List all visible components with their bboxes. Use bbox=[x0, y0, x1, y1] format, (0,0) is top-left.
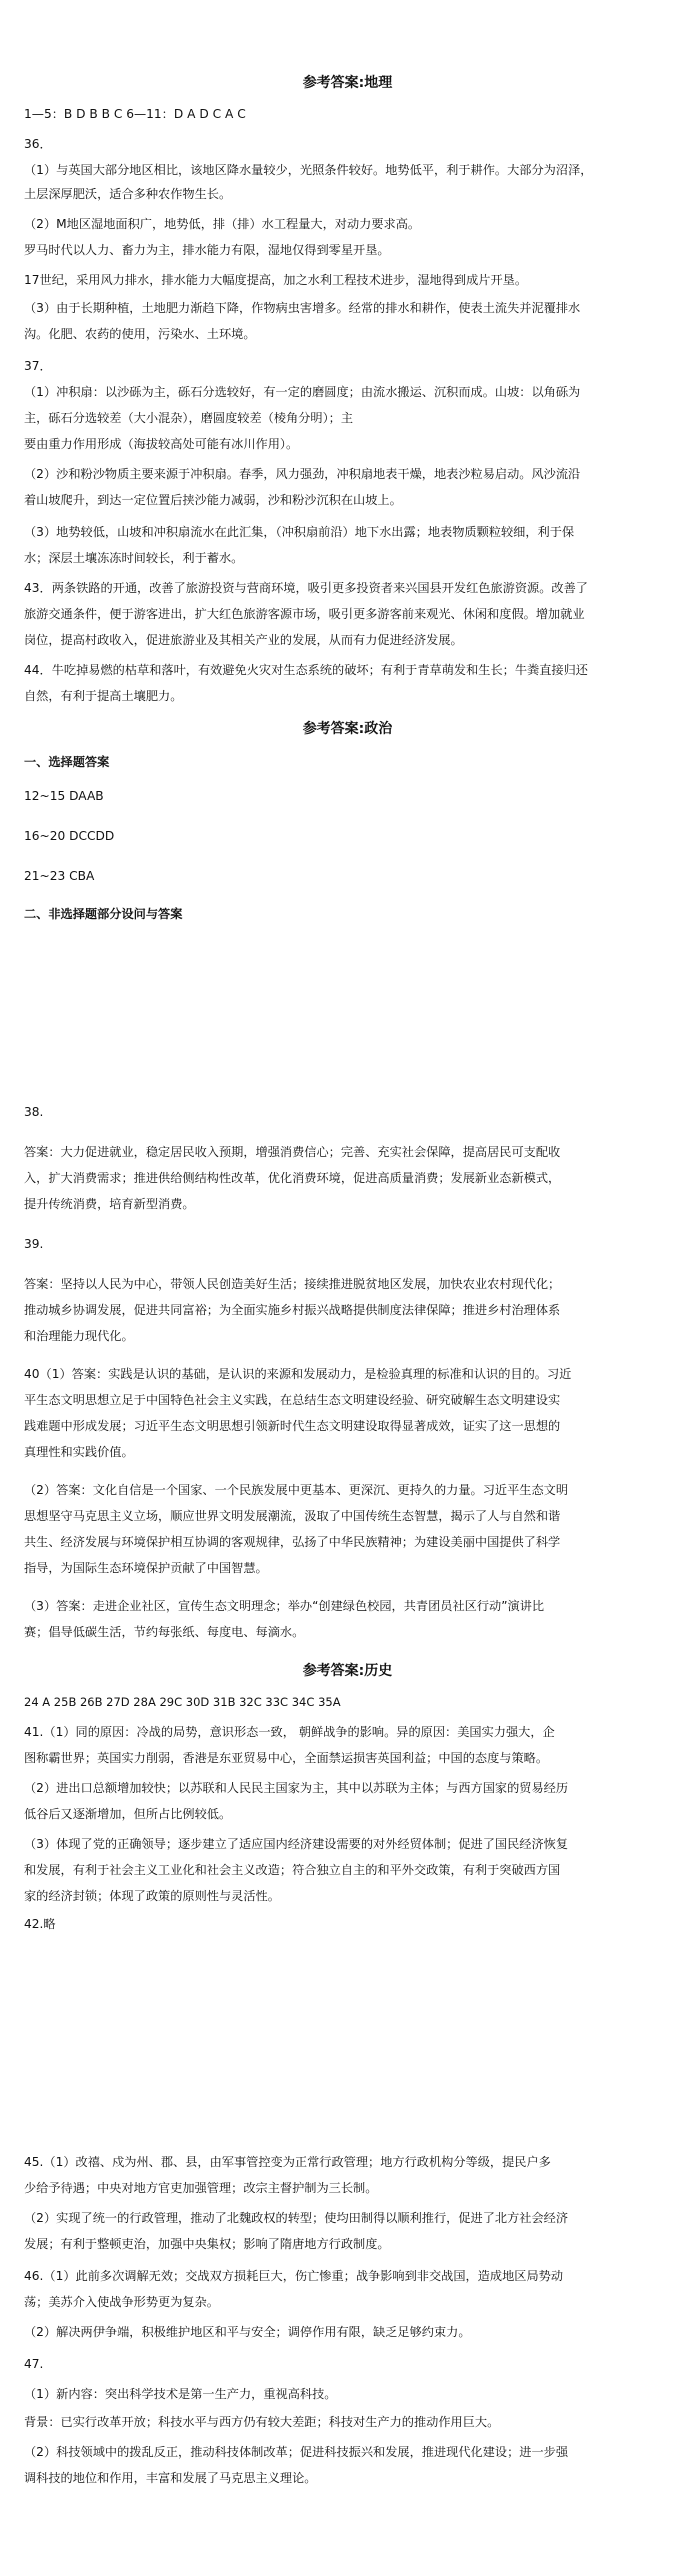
his-q41-3c: 家的经济封锁；体现了政策的原则性与灵活性。 bbox=[24, 1889, 280, 1903]
geo-q36-1a: （1）与英国大部分地区相比，该地区降水量较少，光照条件较好。地势低平，利于耕作。大部分为沼泽， bbox=[24, 163, 593, 177]
pol-mc-2: 16~20 DCCDD bbox=[24, 829, 115, 843]
his-q46-1b: 荡；美苏介入使战争形势更为复杂。 bbox=[24, 2295, 219, 2309]
geo-q37-2a: （2）沙和粉沙物质主要来源于冲积扇。春季，风力强劲，冲积扇地表干燥，地表沙粒易启动。风沙流沿 bbox=[24, 467, 581, 481]
pol-q39c: 和治理能力现代化。 bbox=[24, 1329, 134, 1343]
pol-q39-number: 39. bbox=[24, 1237, 44, 1251]
pol-q40-1d: 真理性和实践价值。 bbox=[24, 1445, 134, 1459]
pol-section-nonchoice: 二、非选择题部分设问与答案 bbox=[24, 907, 183, 921]
pol-q40-3b: 赛；倡导低碳生活，节约每张纸、每度电、每滴水。 bbox=[24, 1625, 305, 1639]
geo-q37-2b: 着山坡爬升，到达一定位置后挟沙能力减弱，沙和粉沙沉积在山坡上。 bbox=[24, 493, 402, 507]
geo-q36-2a: （2）M地区湿地面积广，地势低，排（排）水工程量大，对动力要求高。 bbox=[24, 217, 421, 231]
his-q47-2b: 调科技的地位和作用，丰富和发展了马克思主义理论。 bbox=[24, 2471, 317, 2485]
pol-q40-1a: 40（1）答案：实践是认识的基础，是认识的来源和发展动力，是检验真理的标准和认识的目的。习近 bbox=[24, 1367, 572, 1381]
his-q41-2b: 低谷后又逐渐增加，但所占比例较低。 bbox=[24, 1807, 232, 1821]
pol-q39a: 答案：坚持以人民为中心，带领人民创造美好生活；接续推进脱贫地区发展，加快农业农村现代化； bbox=[24, 1277, 561, 1291]
geo-q37-3b: 水；深层土壤冻冻时间较长，利于蓄水。 bbox=[24, 551, 244, 565]
pol-mc-3: 21~23 CBA bbox=[24, 869, 95, 883]
his-q45-1a: 45.（1）改禧、戍为州、郡、县，由军事管控变为正常行政管理；地方行政机构分等级，提民户多 bbox=[24, 2155, 551, 2169]
pol-q38-number: 38. bbox=[24, 1105, 44, 1119]
geo-q43b: 旅游交通条件，便于游客进出，扩大红色旅游客源市场，吸引更多游客前来观光、休闲和度假。增加就业 bbox=[24, 607, 585, 621]
pol-q40-1c: 践难题中形成发展；习近平生态文明思想引领新时代生态文明建设取得显著成效，证实了这一思想的 bbox=[24, 1419, 561, 1433]
geo-q43c: 岗位，提高村政收入，促进旅游业及其相关产业的发展，从而有力促进经济发展。 bbox=[24, 633, 463, 647]
his-q47-1b: 背景：已实行改革开放；科技水平与西方仍有较大差距；科技对生产力的推动作用巨大。 bbox=[24, 2415, 500, 2429]
geo-q36-3b: 沟。化肥、农药的使用，污染水、土环境。 bbox=[24, 327, 256, 341]
geo-q37-1c: 要由重力作用形成（海拔较高处可能有冰川作用）。 bbox=[24, 437, 299, 451]
his-title: 参考答案:历史 bbox=[302, 1663, 393, 1679]
geo-q44a: 44．牛吃掉易燃的枯草和落叶，有效避免火灾对生态系统的破坏；有利于青草萌发和生长；牛粪直接归还 bbox=[24, 663, 588, 677]
pol-q38b: 入，扩大消费需求；推进供给侧结构性改革，优化消费环境，促进高质量消费；发展新业态新模式， bbox=[24, 1171, 561, 1185]
geo-q36-number: 36． bbox=[24, 137, 52, 151]
his-q45-2a: （2）实现了统一的行政管理，推动了北魏政权的转型；使均田制得以顺利推行，促进了北方社会经济 bbox=[24, 2211, 569, 2225]
pol-q40-2d: 指导，为国际生态环境保护贡献了中国智慧。 bbox=[24, 1561, 268, 1575]
geo-q36-3a: （3）由于长期种植，土地肥力渐趋下降，作物病虫害增多。经常的排水和耕作，使表土流失并泥覆排水 bbox=[24, 301, 581, 315]
his-q41-1a: 41.（1）同的原因：冷战的局势，意识形态一致， 朝鲜战争的影响。异的原因：美国实力强大，企 bbox=[24, 1725, 555, 1739]
geo-title: 参考答案:地理 bbox=[302, 75, 393, 91]
his-q41-3b: 和发展，有利于社会主义工业化和社会主义改造；符合独立自主的和平外交政策，有利于突破西方国 bbox=[24, 1863, 561, 1877]
his-q47-2a: （2）科技领域中的拨乱反正，推动科技体制改革；促进科技振兴和发展，推进现代化建设；进一步强 bbox=[24, 2445, 569, 2459]
geo-mc-answers: 1—5：B D B B C 6—11：D A D C A C bbox=[24, 107, 246, 121]
his-q41-3a: （3）体现了党的正确领导；逐步建立了适应国内经济建设需要的对外经贸体制；促进了国民经济恢复 bbox=[24, 1837, 569, 1851]
his-q41-2a: （2）进出口总额增加较快；以苏联和人民民主国家为主，其中以苏联为主体；与西方国家的贸易经历 bbox=[24, 1781, 569, 1795]
geo-q36-2b: 罗马时代以人力、畜力为主，排水能力有限，湿地仅得到零星开垦。 bbox=[24, 243, 390, 257]
pol-q40-1b: 平生态文明思想立足于中国特色社会主义实践，在总结生态文明建设经验、研究破解生态文明建设实 bbox=[24, 1393, 561, 1407]
pol-q38c: 提升传统消费，培育新型消费。 bbox=[24, 1197, 195, 1211]
pol-mc-1: 12~15 DAAB bbox=[24, 789, 104, 803]
his-q45-2b: 发展；有利于整顿吏治，加强中央集权；影响了隋唐地方行政制度。 bbox=[24, 2237, 390, 2251]
pol-q39b: 推动城乡协调发展，促进共同富裕；为全面实施乡村振兴战略提供制度法律保障；推进乡村治理体系 bbox=[24, 1303, 561, 1317]
pol-q40-2a: （2）答案：文化自信是一个国家、一个民族发展中更基本、更深沉、更持久的力量。习近平生态文明 bbox=[24, 1483, 569, 1497]
geo-q36-1b: 土层深厚肥沃，适合多种农作物生长。 bbox=[24, 187, 232, 201]
geo-q37-1b: 主，砾石分选较差（大小混杂），磨圆度较差（棱角分明）；主 bbox=[24, 411, 354, 425]
pol-q38a: 答案：大力促进就业，稳定居民收入预期，增强消费信心；完善、充实社会保障，提高居民可支配收 bbox=[24, 1145, 561, 1159]
pol-title: 参考答案:政治 bbox=[302, 721, 393, 737]
geo-q43a: 43．两条铁路的开通，改善了旅游投资与营商环境，吸引更多投资者来兴国县开发红色旅游资源。改善了 bbox=[24, 581, 588, 595]
his-q46-1a: 46.（1）此前多次调解无效；交战双方损耗巨大，伤亡惨重；战争影响到非交战国，造成地区局势动 bbox=[24, 2269, 564, 2283]
his-q41-1b: 图称霸世界；英国实力削弱，香港是东亚贸易中心，全面禁运损害英国利益；中国的态度与策略。 bbox=[24, 1751, 549, 1765]
geo-q37-number: 37． bbox=[24, 359, 52, 373]
pol-q40-2c: 共生、经济发展与环境保护相互协调的客观规律，弘扬了中华民族精神；为建设美丽中国提供了科学 bbox=[24, 1535, 561, 1549]
geo-q37-1a: （1）冲积扇：以沙砾为主，砾石分选较好，有一定的磨圆度；由流水搬运、沉积而成。山坡：以角砾为 bbox=[24, 385, 581, 399]
his-q42: 42.略 bbox=[24, 1917, 56, 1931]
his-q47-1a: （1）新内容：突出科学技术是第一生产力，重视高科技。 bbox=[24, 2387, 337, 2401]
his-mc-answers: 24 A 25B 26B 27D 28A 29C 30D 31B 32C 33C 34C 35A bbox=[24, 1695, 341, 1709]
geo-q36-2c: 17世纪，采用风力排水，排水能力大幅度提高，加之水利工程技术进步，湿地得到成片开垦。 bbox=[24, 273, 528, 287]
his-q45-1b: 少给予待遇；中央对地方官吏加强管理；改宗主督护制为三长制。 bbox=[24, 2181, 378, 2195]
geo-q44b: 自然，有利于提高土壤肥力。 bbox=[24, 689, 183, 703]
pol-q40-3a: （3）答案：走进企业社区，宣传生态文明理念；举办“创建绿色校园，共青团员社区行动”演讲比 bbox=[24, 1599, 545, 1613]
his-q46-2: （2）解决两伊争端，积极维护地区和平与安全；调停作用有限，缺乏足够约束力。 bbox=[24, 2325, 471, 2339]
his-q47-number: 47. bbox=[24, 2357, 44, 2371]
pol-q40-2b: 思想坚守马克思主义立场，顺应世界文明发展潮流，汲取了中国传统生态智慧，揭示了人与自然和谐 bbox=[24, 1509, 561, 1523]
pol-section-choice: 一、选择题答案 bbox=[24, 755, 110, 769]
geo-q37-3a: （3）地势较低，山坡和冲积扇流水在此汇集，（冲积扇前沿）地下水出露；地表物质颗粒较细，利于保 bbox=[24, 525, 575, 539]
